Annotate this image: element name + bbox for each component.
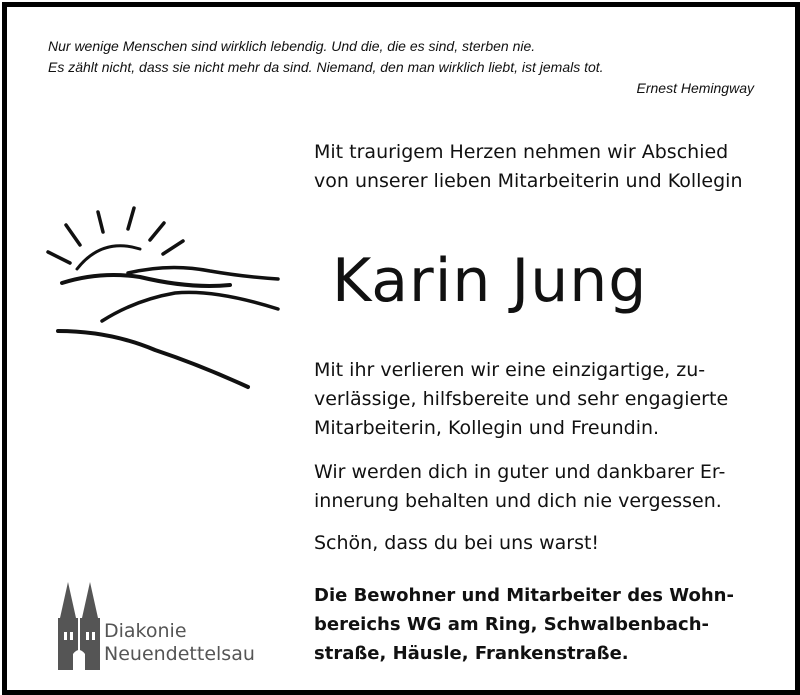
intro-text: Mit traurigem Herzen nehmen wir Abschied von unserer lieben Mitarbeiterin und Kollegin — [314, 141, 743, 192]
quote-author: Ernest Hemingway — [636, 80, 754, 96]
deceased-name: Karin Jung — [332, 246, 648, 316]
tribute-line-1: Mit ihr verlieren wir eine einzigartige, zu- — [314, 359, 706, 381]
logo-line-2: Neuendettelsau — [104, 643, 255, 665]
signature-line-3: straße, Häusle, Frankenstraße. — [314, 643, 629, 664]
remembrance-line-1: Wir werden dich in guter und dankbarer Er- — [314, 461, 726, 483]
signature-line-1: Die Bewohner und Mitarbeiter des Wohn- — [314, 585, 734, 606]
quote-block — [48, 36, 758, 99]
quote-line-2: Es zählt nicht, dass sie nicht mehr da sind. Niemand, den man wirklich liebt, ist jemals tot. — [48, 59, 604, 75]
paragraph-tribute — [314, 356, 759, 443]
farewell-line: Schön, dass du bei uns warst! — [314, 532, 600, 554]
sunrise-hills-icon — [40, 205, 290, 395]
paragraph-farewell — [314, 529, 759, 558]
quote-line-1: Nur wenige Menschen sind wirklich lebendig. Und die, die es sind, sterben nie. — [48, 38, 536, 54]
remembrance-line-2: innerung behalten und dich nie vergessen. — [314, 490, 722, 512]
paragraph-remembrance — [314, 458, 759, 516]
tribute-line-3: Mitarbeiterin, Kollegin und Freundin. — [314, 417, 660, 439]
signature-line-2: bereichs WG am Ring, Schwalbenbach- — [314, 614, 709, 635]
logo-wordmark — [104, 620, 255, 666]
tribute-line-2: verlässige, hilfsbereite und sehr engagierte — [314, 388, 729, 410]
logo-line-1: Diakonie — [104, 620, 187, 642]
signature-block — [314, 581, 759, 668]
